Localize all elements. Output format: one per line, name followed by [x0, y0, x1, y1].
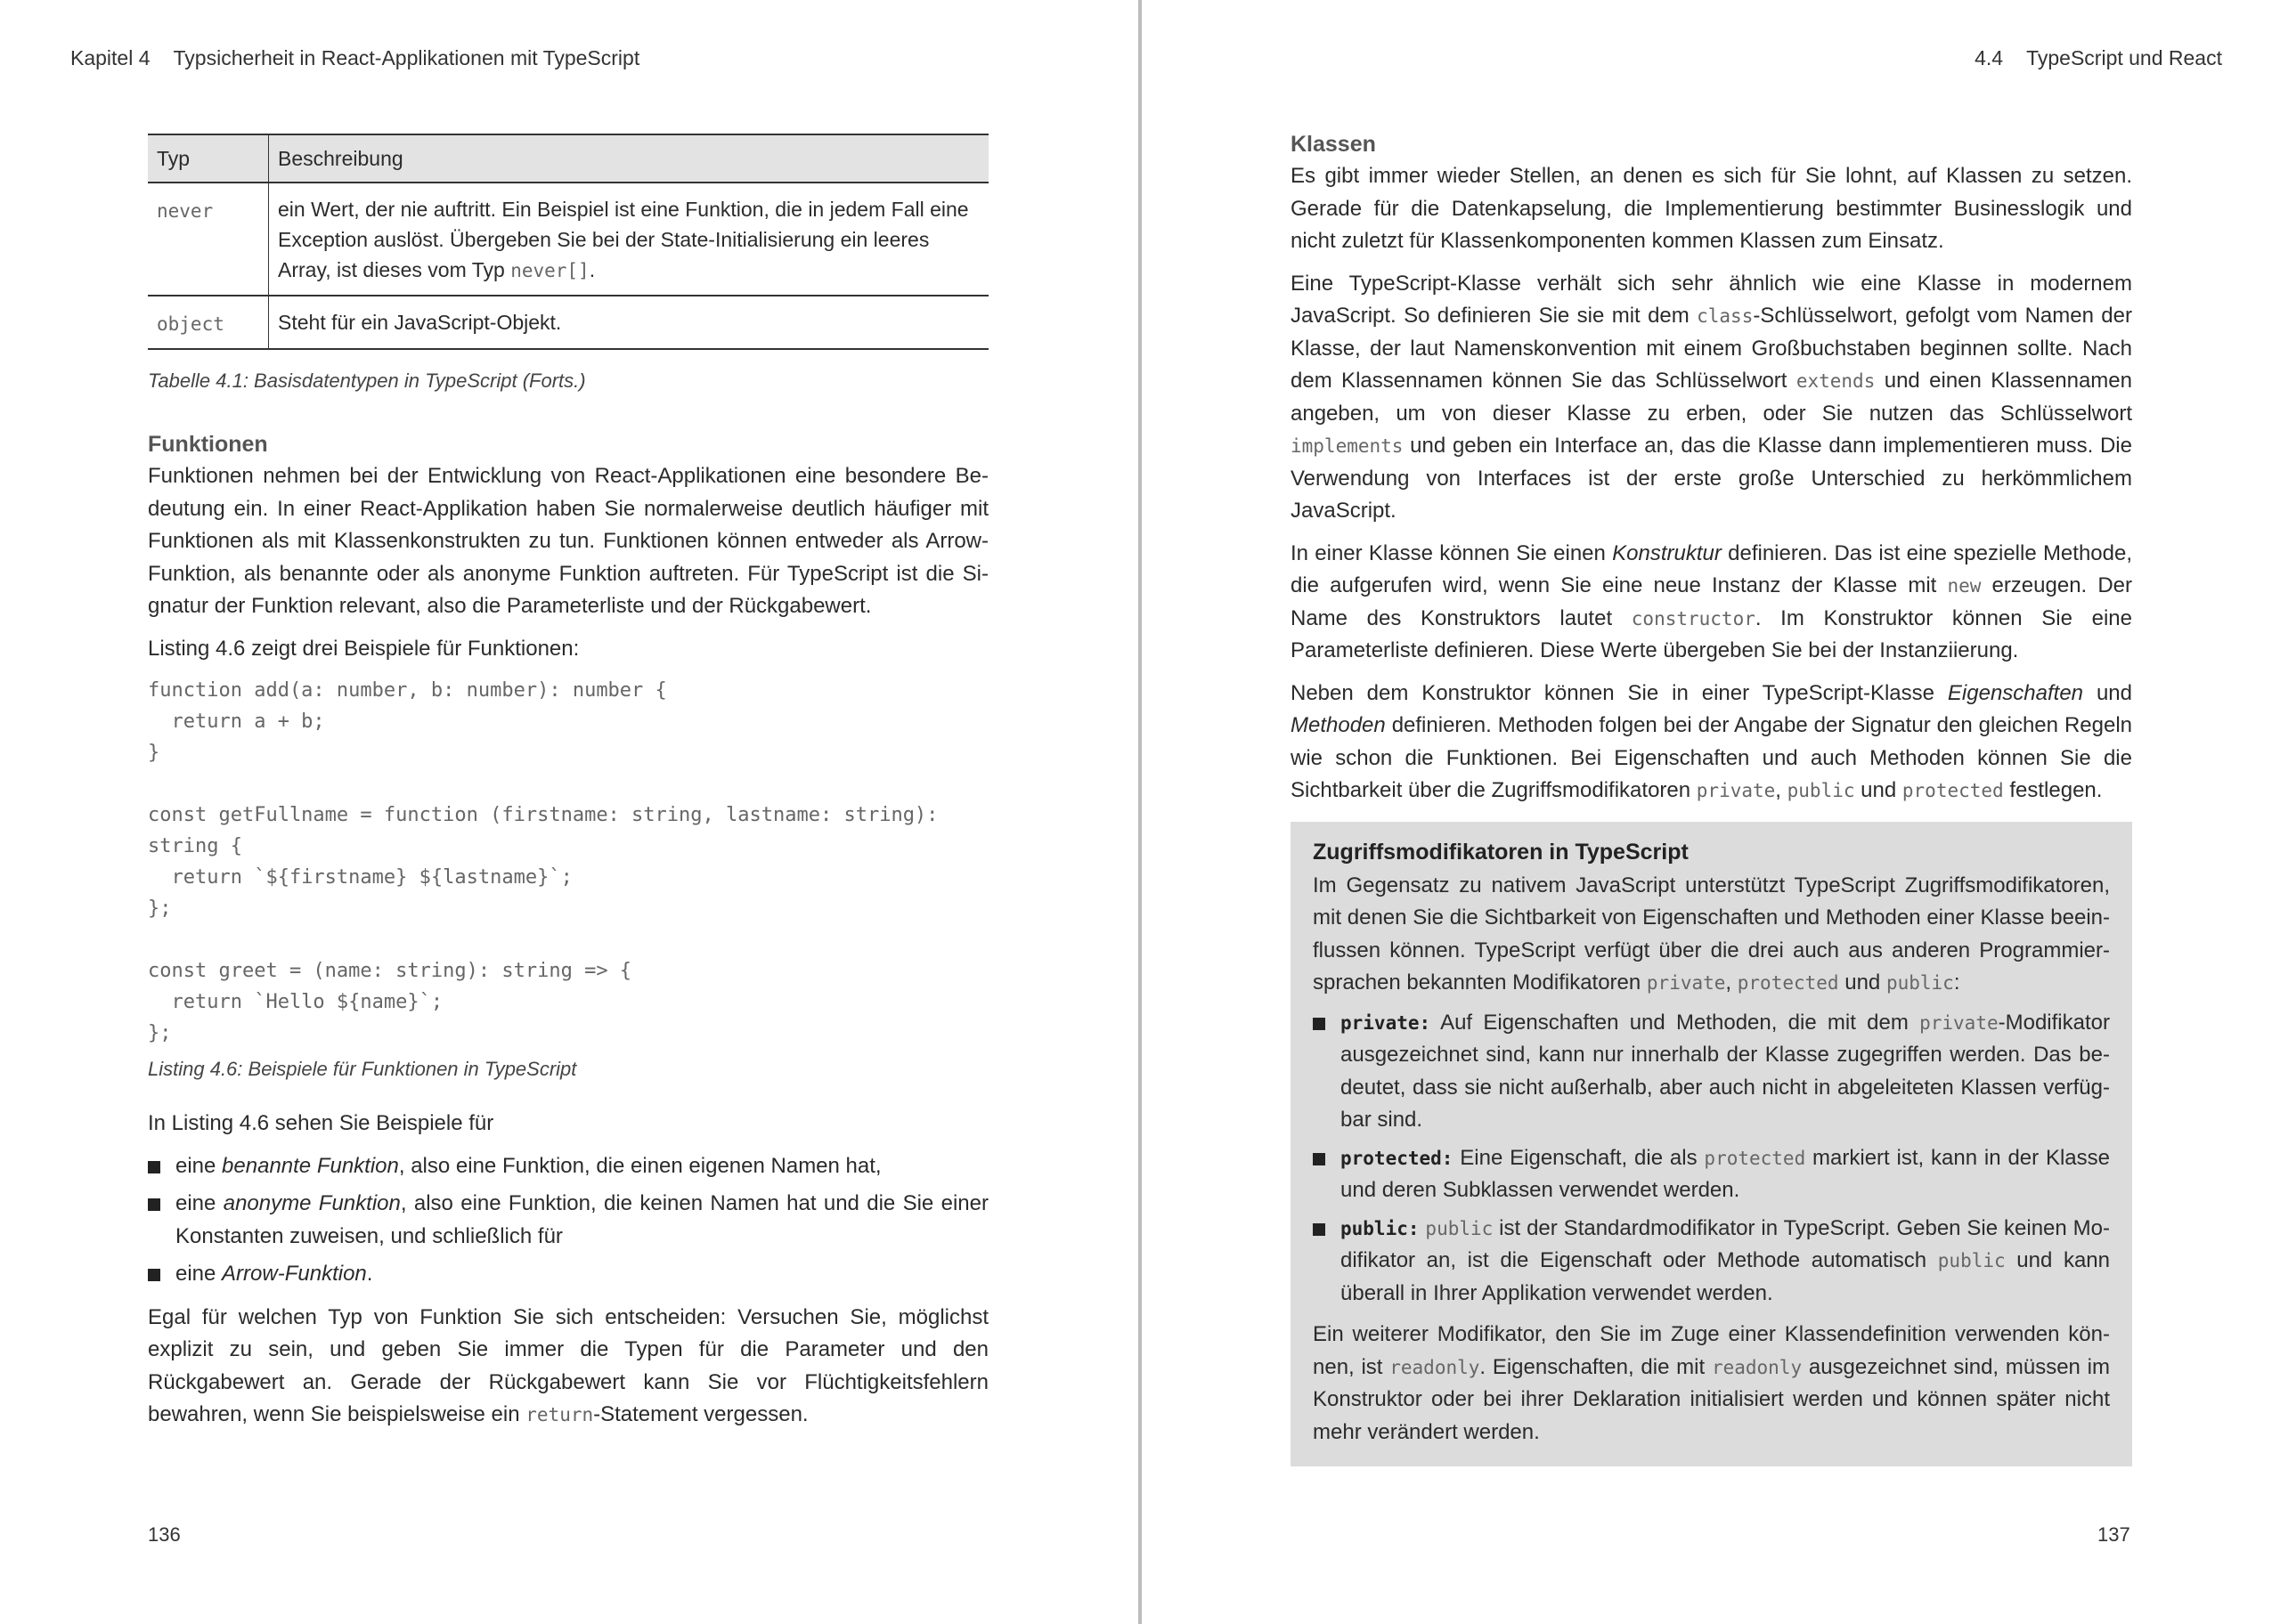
section-number: 4.4	[1975, 46, 2004, 69]
list-item	[1313, 1213, 2110, 1311]
item-emphasis: Arrow-Funktion	[222, 1262, 367, 1286]
chapter-title: Typsicherheit in React-Applikationen mit TypeScript	[173, 46, 640, 69]
item-text: und kann überall in Ihrer Applikation verwendet werden.	[1340, 1248, 2111, 1305]
data-types-table	[148, 134, 989, 350]
para-text: ,	[1775, 778, 1787, 802]
inline-code: readonly	[1389, 1356, 1480, 1378]
table-header-typ: Typ	[148, 134, 269, 183]
para-text: . Eigenschaften, die mit	[1479, 1354, 1712, 1379]
inline-code: protected	[1901, 780, 2004, 801]
code-line	[148, 924, 989, 955]
para-text: -Schlüsselwort, gefolgt vom Namen der Klasse, der laut Namenskonvention mit einem Großbuchstaben beginnen sollte. Nach dem Klassennamen können Sie das Schlüsselwort	[1291, 304, 2132, 393]
para-text: und	[2083, 680, 2132, 705]
code-line: function add(a: number, b: number): number {	[148, 679, 667, 702]
item-text: ist der Standardmodifikator in TypeScript. Geben Sie keinen Modifikator an, ist die Eigenschaft oder Methode automatisch	[1340, 1215, 2110, 1272]
inline-code: constructor	[1631, 607, 1755, 629]
inline-code: private	[1919, 1011, 1999, 1034]
inline-code: public	[1937, 1250, 2006, 1271]
chapter-label: Kapitel 4	[70, 46, 151, 69]
para-text: und geben ein Interface an, das die Klasse dann implementieren muss. Die Verwendung von Interfaces ist der erste große Unterschied zu herkömmlichem JavaScript.	[1291, 434, 2132, 523]
square-bullet-icon	[1313, 1153, 1325, 1165]
code-listing	[148, 675, 989, 1049]
inline-code: return	[525, 1404, 594, 1425]
table-row	[148, 296, 989, 349]
info-box-heading: Zugriffsmodifikatoren in TypeScript	[1313, 839, 1689, 865]
para-text: Im Gegensatz zu nativem JavaScript unterstützt TypeScript Zugriffsmodifikatoren, mit denen Sie die Sichtbarkeit von Eigenschaften und Methoden einer Klasse beeinflussen können. TypeScript verfügt über die drei auch aus anderen Programmiersprachen bekannten Modifikatoren	[1313, 873, 2110, 995]
para-text: -Statement vergessen.	[593, 1402, 809, 1426]
para-emphasis: Konstruktur	[1612, 540, 1722, 565]
square-bullet-icon	[1313, 1018, 1325, 1030]
para-text: und	[1854, 778, 1902, 802]
code-line: };	[148, 1022, 172, 1044]
para-text: ,	[1725, 970, 1738, 995]
para-text: Neben dem Konstruktor können Sie in einer TypeScript-Klasse	[1291, 680, 1948, 705]
paragraph	[1313, 1319, 2110, 1449]
para-emphasis: Eigenschaften	[1947, 680, 2084, 705]
inline-code: public	[1787, 780, 1855, 801]
para-text: erzeugen. Der Name des Konstruktors lautet	[1291, 573, 2132, 630]
list-item	[1313, 1142, 2110, 1207]
item-text: , also eine Funktion, die einen eigenen Namen hat,	[398, 1153, 882, 1178]
modifier-term: public:	[1340, 1217, 1420, 1239]
para-text: festlegen.	[2003, 778, 2103, 802]
table-cell-type: object	[148, 296, 269, 349]
para-text: Egal für welchen Typ von Funktion Sie sich entscheiden: Versuchen Sie, möglichst explizit zu sein, und geben Sie immer die Typen für die Parameter und den Rückgabewert an. Gerade der Rückgabewert kann Sie vor Flüchtigkeitsfehlern bewahren, wenn Sie beispielsweise ein	[148, 1304, 989, 1426]
square-bullet-icon	[148, 1269, 160, 1281]
inline-code: class	[1697, 305, 1754, 327]
code-line: };	[148, 897, 172, 920]
para-text: In einer Klasse können Sie einen	[1291, 540, 1613, 565]
modifier-list	[1313, 1007, 2110, 1311]
inline-code: public	[1885, 972, 1954, 994]
item-text: Eine Eigenschaft, die als	[1453, 1145, 1705, 1170]
modifier-term: protected:	[1340, 1147, 1454, 1169]
table-header-row	[148, 134, 989, 183]
paragraph	[1291, 538, 2132, 668]
code-line: return `${firstname} ${lastname}`;	[148, 866, 573, 889]
code-line: const greet = (name: string): string => {	[148, 960, 632, 982]
para-text: Ein weiterer Modifikator, den Sie im Zuge einer Klassendefinition verwenden können, ist	[1313, 1322, 2110, 1379]
paragraph: Funktionen nehmen bei der Entwicklung von React-Applikationen eine besondere Bedeutung ein. In einer React-Applikation haben Sie normalerweise deutlich häufiger mit Funktionen als mit Klassenkonstrukten zu tun. Funktionen können entweder als Arrow-Funktion, als benannte oder als anonyme Funktion auftreten. Für TypeScript ist die Signatur der Funktion relevant, also die Parameterliste und der Rückgabewert.	[148, 464, 989, 618]
desc-code: never[]	[510, 260, 590, 281]
left-page	[0, 0, 1138, 1624]
inline-code: implements	[1291, 435, 1404, 457]
para-text: ausgezeichnet sind, müssen im Konstruktor oder bei ihrer Deklaration initialisiert werden und können später nicht mehr verändert werden.	[1313, 1354, 2110, 1444]
running-header-left	[70, 46, 639, 70]
item-text: .	[366, 1262, 373, 1286]
section-heading-funktionen: Funktionen	[148, 432, 268, 457]
item-emphasis: benannte Funktion	[222, 1153, 399, 1178]
code-line	[148, 768, 989, 800]
inline-code: readonly	[1711, 1356, 1803, 1378]
table-cell-type: never	[148, 183, 269, 296]
running-header-right	[1975, 46, 2222, 70]
function-types-list	[148, 1150, 989, 1291]
item-text: markiert ist, kann in der Klasse und deren Subklassen verwendet werden.	[1340, 1145, 2110, 1202]
list-item	[148, 1258, 989, 1291]
para-text: . Im Konstruktor können Sie eine Parameterliste definieren. Diese Werte übergeben Sie bei der Instanziierung.	[1291, 605, 2132, 662]
square-bullet-icon	[148, 1198, 160, 1211]
page-number-left: 136	[148, 1523, 181, 1546]
para-text: definieren. Das ist eine spezielle Methode, die aufgerufen wird, wenn Sie eine neue Instanz der Klasse mit	[1291, 540, 2133, 597]
inline-code: protected	[1704, 1147, 1806, 1169]
paragraph	[1291, 268, 2132, 528]
para-emphasis: Methoden	[1291, 713, 1386, 737]
item-text: Auf Eigenschaften und Methoden, die mit dem	[1430, 1010, 1920, 1035]
paragraph	[1291, 678, 2132, 808]
para-text: und einen Klassennamen angeben, um von dieser Klasse zu erben, oder Sie nutzen das Schlüsselwort	[1291, 369, 2132, 426]
info-box	[1291, 822, 2132, 1467]
paragraph: Es gibt immer wieder Stellen, an denen es sich für Sie lohnt, auf Klassen zu setzen. Gerade für die Datenkapselung, die Implementierung bestimmter Businesslogik und nicht zuletzt für Klassenkomponenten kommen Klassen zum Einsatz.	[1291, 164, 2132, 253]
code-line: const getFullname = function (firstname: string, lastname: string):	[148, 804, 939, 826]
page-number-right: 137	[2097, 1523, 2130, 1546]
inline-code: protected	[1737, 972, 1839, 994]
item-emphasis: anonyme Funktion	[223, 1191, 401, 1215]
paragraph	[148, 1302, 989, 1432]
para-text: und	[1838, 970, 1886, 995]
left-content-column	[148, 134, 989, 1441]
inline-code: public	[1425, 1217, 1494, 1239]
listing-caption: Listing 4.6: Beispiele für Funktionen in TypeScript	[148, 1058, 577, 1080]
paragraph: In Listing 4.6 sehen Sie Beispiele für	[148, 1111, 494, 1135]
code-line: string {	[148, 835, 242, 857]
item-text: eine	[175, 1153, 223, 1178]
modifier-term: private:	[1340, 1011, 1431, 1034]
right-page	[1142, 0, 2280, 1624]
paragraph: Listing 4.6 zeigt drei Beispiele für Funktionen:	[148, 636, 580, 661]
section-title: TypeScript und React	[2026, 46, 2222, 69]
desc-text: .	[589, 258, 596, 281]
square-bullet-icon	[148, 1161, 160, 1173]
desc-text: ein Wert, der nie auftritt. Ein Beispiel ist eine Funktion, die in jedem Fall eine Exception auslöst. Übergeben Sie bei der State-Initialisierung ein leeres Array, ist dieses vom Typ	[278, 198, 969, 281]
code-line: return a + b;	[148, 710, 325, 733]
list-item	[148, 1188, 989, 1253]
right-content-column	[1291, 128, 2132, 1466]
square-bullet-icon	[1313, 1223, 1325, 1236]
table-caption: Tabelle 4.1: Basisdatentypen in TypeScript (Forts.)	[148, 369, 586, 392]
item-text: eine	[175, 1191, 224, 1215]
inline-code: private	[1646, 972, 1726, 994]
inline-code: private	[1696, 780, 1776, 801]
item-text: -Modifikator ausgezeichnet sind, kann nur innerhalb der Klasse zugegriffen werden. Das bedeutet, dass sie nicht außerhalb, aber auch nicht in abgeleiteten Klassen verfügbar sind.	[1340, 1010, 2110, 1132]
code-line: return `Hello ${name}`;	[148, 991, 444, 1013]
paragraph	[1313, 870, 2110, 1000]
item-text: eine	[175, 1262, 223, 1286]
item-text: , also eine Funktion, die keinen Namen hat und die Sie einer Konstanten zuweisen, und schließlich für	[175, 1191, 989, 1248]
list-item	[148, 1150, 989, 1183]
section-heading-klassen: Klassen	[1291, 132, 1376, 157]
para-text: Eine TypeScript-Klasse verhält sich sehr ähnlich wie eine Klasse in modernem JavaScript. So definieren Sie sie mit dem	[1291, 271, 2132, 328]
para-text: :	[1953, 970, 1960, 995]
code-line: }	[148, 742, 160, 764]
table-cell-desc: Steht für ein JavaScript-Objekt.	[269, 296, 989, 349]
table-cell-desc	[269, 183, 989, 296]
inline-code: extends	[1796, 370, 1876, 392]
para-text: definieren. Methoden folgen bei der Angabe der Signatur den gleichen Regeln wie schon die Funktionen. Bei Eigenschaften und auch Methoden können Sie die Sichtbarkeit über die Zugriffsmodifikatoren	[1291, 713, 2132, 802]
table-row	[148, 183, 989, 296]
table-header-beschreibung: Beschreibung	[269, 134, 989, 183]
list-item	[1313, 1007, 2110, 1137]
inline-code: new	[1947, 575, 1982, 597]
